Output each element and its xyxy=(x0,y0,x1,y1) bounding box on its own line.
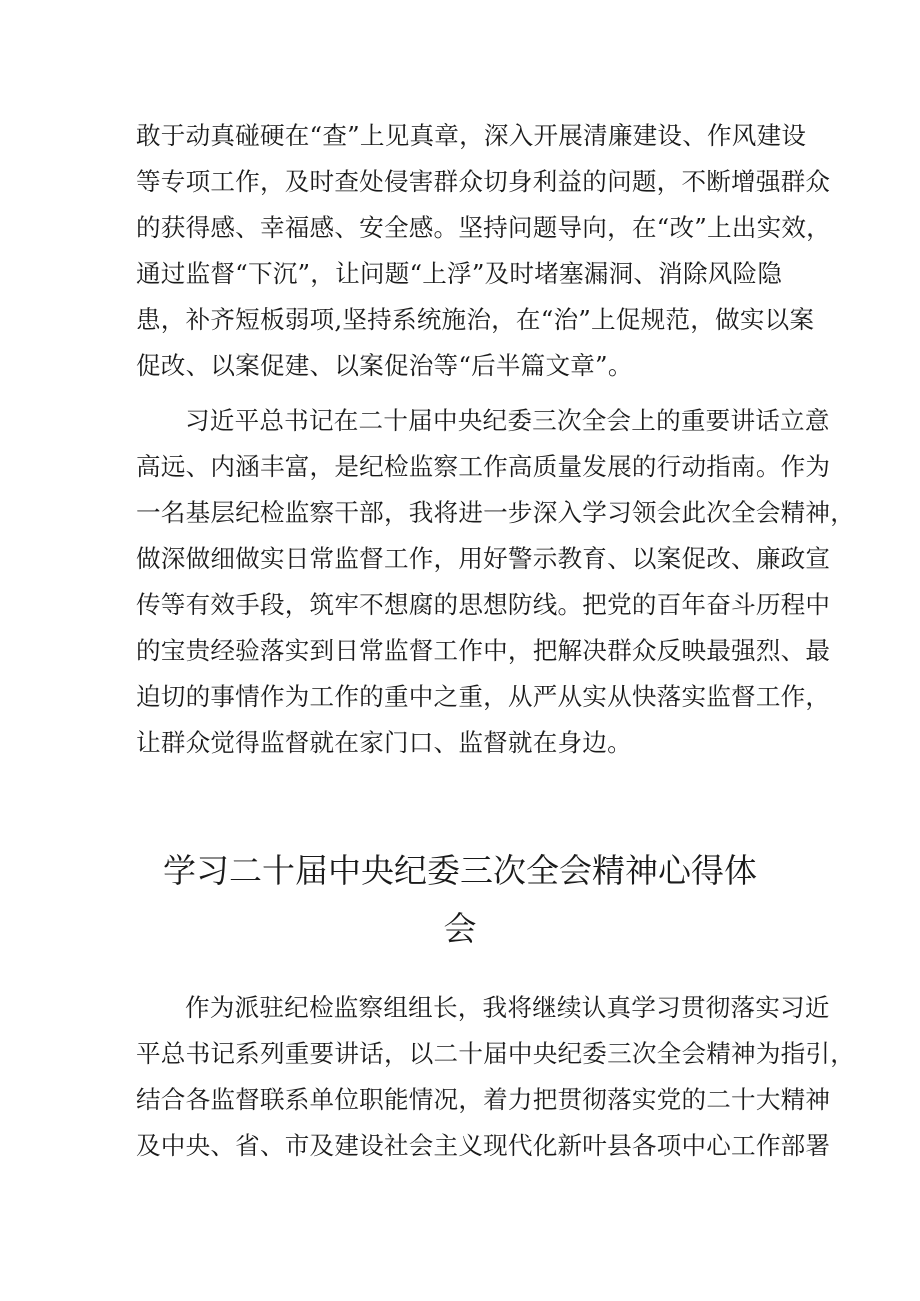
text-line: 做深做细做实日常监督工作，用好警示教育、以案促改、廉政宣 xyxy=(136,544,831,573)
text-line: 促改、以案促建、以案促治等“后半篇文章”。 xyxy=(136,351,633,380)
heading-line: 学习二十届中央纪委三次全会精神心得体 xyxy=(163,851,757,890)
text-line: 患，补齐短板弱项,坚持系统施治，在“治”上促规范，做实以案 xyxy=(136,305,815,334)
text-line: 等专项工作，及时查处侵害群众切身利益的问题，不断增强群众 xyxy=(136,167,831,196)
text-line: 一名基层纪检监察干部，我将进一步深入学习领会此次全会精神， xyxy=(136,498,856,527)
text-line: 习近平总书记在二十届中央纪委三次全会上的重要讲话立意 xyxy=(185,406,830,435)
text-line: 平总书记系列重要讲话，以二十届中央纪委三次全会精神为指引， xyxy=(136,1039,856,1068)
body-paragraph-2 xyxy=(136,398,856,766)
text-line: 及中央、省、市及建设社会主义现代化新叶县各项中心工作部署 xyxy=(136,1131,831,1160)
text-line: 的宝贵经验落实到日常监督工作中，把解决群众反映最强烈、最 xyxy=(136,636,831,665)
body-paragraph-1 xyxy=(136,113,831,389)
text-line: 迫切的事情作为工作的重中之重，从严从实从快落实监督工作， xyxy=(136,682,831,711)
text-line: 结合各监督联系单位职能情况，着力把贯彻落实党的二十大精神 xyxy=(136,1085,831,1114)
text-line: 敢于动真碰硬在“查”上见真章，深入开展清廉建设、作风建设 xyxy=(136,121,807,150)
text-line: 传等有效手段，筑牢不想腐的思想防线。把党的百年奋斗历程中 xyxy=(136,590,831,619)
text-line: 作为派驻纪检监察组组长，我将继续认真学习贯彻落实习近 xyxy=(185,993,830,1022)
heading-line: 会 xyxy=(443,909,477,948)
body-paragraph-3 xyxy=(136,985,856,1169)
text-line: 让群众觉得监督就在家门口、监督就在身边。 xyxy=(136,728,632,757)
text-line: 的获得感、幸福感、安全感。坚持问题导向，在“改”上出实效， xyxy=(136,213,831,242)
text-line: 高远、内涵丰富，是纪检监察工作高质量发展的行动指南。作为 xyxy=(136,452,831,481)
section-heading xyxy=(150,842,770,958)
text-line: 通过监督“下沉”，让问题“上浮”及时堵塞漏洞、消除风险隐 xyxy=(136,259,783,288)
